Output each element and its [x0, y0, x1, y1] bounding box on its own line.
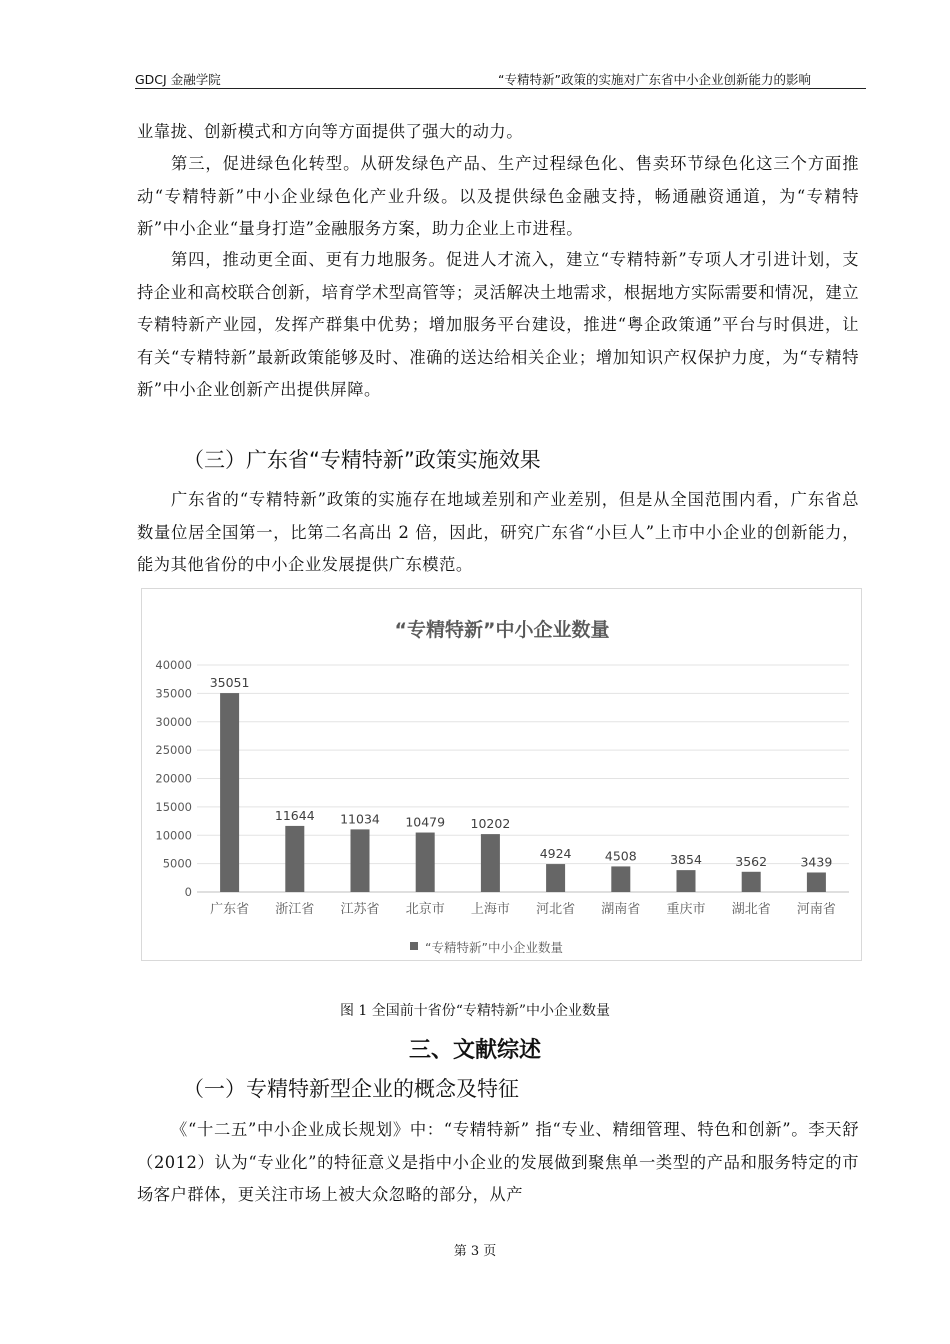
- page-header: [135, 70, 866, 89]
- x-tick-label: 河南省: [796, 902, 836, 917]
- page-number: 第 3 页: [453, 1244, 497, 1259]
- y-tick-label: 40000: [155, 658, 192, 672]
- x-tick-label: 上海市: [470, 902, 510, 917]
- y-tick-label: 15000: [155, 799, 192, 814]
- data-label: 35051: [209, 675, 250, 691]
- bar-4: [416, 833, 435, 892]
- data-label: 3439: [800, 854, 833, 870]
- legend-label: “专精特新”中小企业数量: [425, 940, 563, 955]
- paragraph-guangdong: 广东省的“专精特新”政策的实施存在地域差别和产业差别，但是从全国范围内看，广东省总数量位居全国第一，比第二名高出 2 倍，因此，研究广东省“小巨人”上市中小企业的创新能力，能为其他省份的中小企业发展提供广东模范。: [137, 490, 859, 574]
- x-tick-label: 江苏省: [340, 902, 380, 917]
- x-tick-label: 北京市: [405, 902, 445, 917]
- x-tick-label: 广东省: [210, 902, 250, 917]
- chart-title: “专精特新”中小企业数量: [394, 619, 610, 641]
- header-right: “专精特新”政策的实施对广东省中小企业创新能力的影响: [498, 72, 811, 87]
- x-tick-label: 湖北省: [731, 902, 771, 917]
- paragraph-third: 第三，促进绿色化转型。从研发绿色产品、生产过程绿色化、售卖环节绿色化这三个方面推动“专精特新”中小企业绿色化产业升级。以及提供绿色金融支持，畅通融资通道，为“专精特新”中小企业“量身打造”金融服务方案，助力企业上市进程。: [137, 154, 859, 238]
- y-tick-label: 30000: [155, 714, 192, 729]
- y-tick-label: 20000: [155, 771, 192, 786]
- section-heading-concept: （一）专精特新型企业的概念及特征: [183, 1077, 519, 1101]
- bar-5: [481, 834, 500, 892]
- paragraph-fourth: 第四，推动更全面、更有力地服务。促进人才流入，建立“专精特新”专项人才引进计划，支持企业和高校联合创新，培育学术型高管等；灵活解决土地需求，根据地方实际需要和情况，建立专精特新产业园，发挥产群集中优势；增加服务平台建设，推进“粤企政策通”平台与时俱进，让有关“专精特新”最新政策能够及时、准确的送达给相关企业；增加知识产权保护力度，为“专精特新”中小企业创新产出提供屏障。: [137, 250, 859, 399]
- bar-6: [546, 864, 565, 892]
- bar-10: [807, 872, 826, 892]
- data-label: 4508: [604, 848, 637, 864]
- chart-canvas: [142, 589, 863, 962]
- data-label: 10202: [470, 816, 511, 832]
- header-left: GDCJ 金融学院: [135, 72, 221, 87]
- x-tick-label: 河北省: [536, 902, 576, 917]
- paragraph-continued: 业靠拢、创新模式和方向等方面提供了强大的动力。: [137, 122, 523, 141]
- paragraph-concept: 《“十二五”中小企业成长规划》中：“专精特新” 指“专业、精细管理、特色和创新”。李天舒（2012）认为“专业化”的特征意义是指中小企业的发展做到聚焦单一类型的产品和服务特定的市场客户群体，更关注市场上被大众忽略的部分，从产: [137, 1120, 859, 1204]
- figure-caption: 图 1 全国前十省份“专精特新”中小企业数量: [339, 1003, 611, 1019]
- y-tick-label: 35000: [155, 686, 192, 701]
- data-label: 11034: [340, 811, 380, 827]
- data-label: 10479: [405, 814, 446, 830]
- bar-chart: [141, 588, 862, 961]
- bar-7: [611, 866, 630, 892]
- section-heading-policy-effects: （三）广东省“专精特新”政策实施效果: [183, 448, 541, 472]
- x-tick-label: 浙江省: [275, 902, 315, 917]
- data-label: 3854: [670, 852, 702, 868]
- y-tick-label: 25000: [155, 743, 192, 758]
- y-tick-label: 5000: [162, 856, 192, 871]
- y-tick-label: 0: [184, 885, 192, 899]
- bar-3: [351, 829, 370, 892]
- bar-9: [742, 872, 761, 892]
- chapter-heading-literature-review: 三、文献综述: [408, 1038, 541, 1063]
- y-tick-label: 10000: [155, 828, 192, 843]
- x-tick-label: 湖南省: [601, 902, 641, 917]
- data-label: 11644: [274, 807, 315, 823]
- bar-1: [220, 693, 239, 892]
- bar-8: [677, 870, 696, 892]
- x-tick-label: 重庆市: [666, 902, 706, 917]
- data-label: 3562: [735, 853, 768, 869]
- data-label: 4924: [539, 846, 572, 862]
- legend-swatch: [410, 942, 418, 950]
- bar-2: [285, 826, 304, 892]
